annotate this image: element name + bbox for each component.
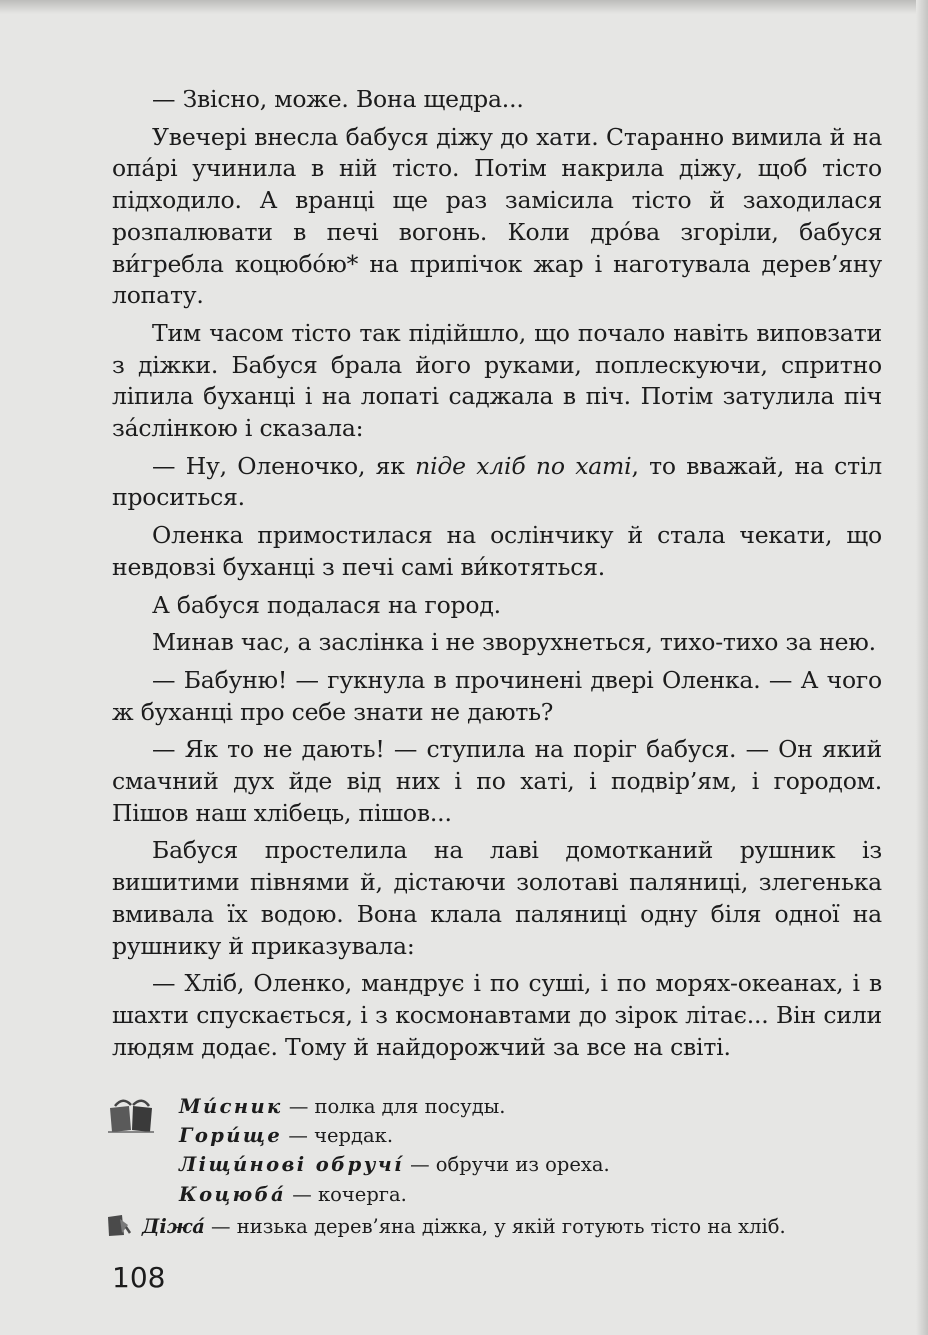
open-book-icon: [106, 1094, 158, 1134]
paragraph-text: — Ну, Оленочко, як: [152, 451, 416, 480]
paragraph: Минав час, а заслінка і не зворухнеться, тихо-тихо за нею.: [152, 628, 876, 657]
glossary-entry: [106, 1092, 886, 1121]
glossary-definition: — чердак.: [282, 1124, 394, 1148]
glossary-entry: [106, 1150, 886, 1179]
glossary-definition: — кочерга.: [286, 1182, 407, 1206]
paragraph: Бабуся простелила на лаві домотканий рушник із вишитими півнями й, дістаючи золотаві паляниці, злегенька вмивала їх водою. Вона клала паляниці одну біля одної на рушнику й приказувала:: [112, 836, 882, 960]
paragraph: [112, 451, 882, 514]
paragraph-italic-phrase: піде хліб по хаті: [415, 451, 632, 480]
story-text: [112, 84, 882, 1063]
paragraph: — Звісно, може. Вона щедра...: [152, 85, 524, 113]
paragraph: Увечері внесла бабуся діжу до хати. Старанно вимила й на опа́рі учинила в ній тісто. Потім накрила діжу, щоб тісто підходило. А вранці ще раз замісила тісто й заходилася розпалювати в печі вогонь. Коли дро́ва згоріли, бабуся ви́гребла коцюбо́ю* на припічок жар і наготувала дерев’яну лопату.: [112, 122, 882, 310]
paragraph: Оленка примостилася на ослінчику й стала чекати, що невдовзі буханці з печі самі ви́котяться.: [112, 521, 882, 581]
glossary-definition: — обручи из ореха.: [403, 1153, 610, 1177]
footnote-term: Діжа́: [142, 1215, 205, 1238]
paragraph-text: , то вважай, на стіл проситься.: [112, 451, 882, 512]
glossary-term: Коцюба́: [179, 1182, 287, 1206]
book-icon: [106, 1213, 142, 1237]
paragraph: — Бабуню! — гукнула в прочинені двері Оленка. — А чого ж буханці про себе знати не дають?: [112, 665, 882, 726]
page-top-edge: [0, 0, 928, 14]
glossary-entry: [106, 1180, 886, 1209]
paragraph: — Хліб, Оленко, мандрує і по суші, і по морях-океанах, і в шахти спускається, і з космонавтами до зірок літає... Він сили людям додає. Тому й найдорожчий за все на світі.: [112, 969, 882, 1061]
paragraph: — Як то не дають! — ступила на поріг бабуся. — Он який смачний дух йде від них і по хаті, і подвір’ям, і городом. Пішов наш хлібець, пішов...: [112, 735, 882, 827]
footnote: [106, 1212, 896, 1241]
glossary-term: Гори́ще: [179, 1124, 283, 1148]
page-number: 108: [112, 1261, 166, 1294]
glossary-entry: [106, 1121, 886, 1150]
paragraph: Тим часом тісто так підійшло, що почало навіть виповзати з діжки. Бабуся брала його руками, поплескуючи, спритно ліпила буханці і на лопаті саджала в піч. Потім затулила піч за́слінкою і сказала:: [112, 318, 882, 443]
glossary: [106, 1092, 886, 1209]
glossary-term: Ми́сник: [179, 1095, 283, 1118]
glossary-term: Ліщи́нові обручі́: [179, 1153, 404, 1177]
page-right-edge: [916, 0, 928, 1335]
glossary-definition: — полка для посуды.: [282, 1095, 506, 1118]
footnote-definition: — низька дерев’яна діжка, у якій готують тісто на хліб.: [204, 1215, 786, 1238]
paragraph: А бабуся подалася на город.: [152, 590, 501, 619]
